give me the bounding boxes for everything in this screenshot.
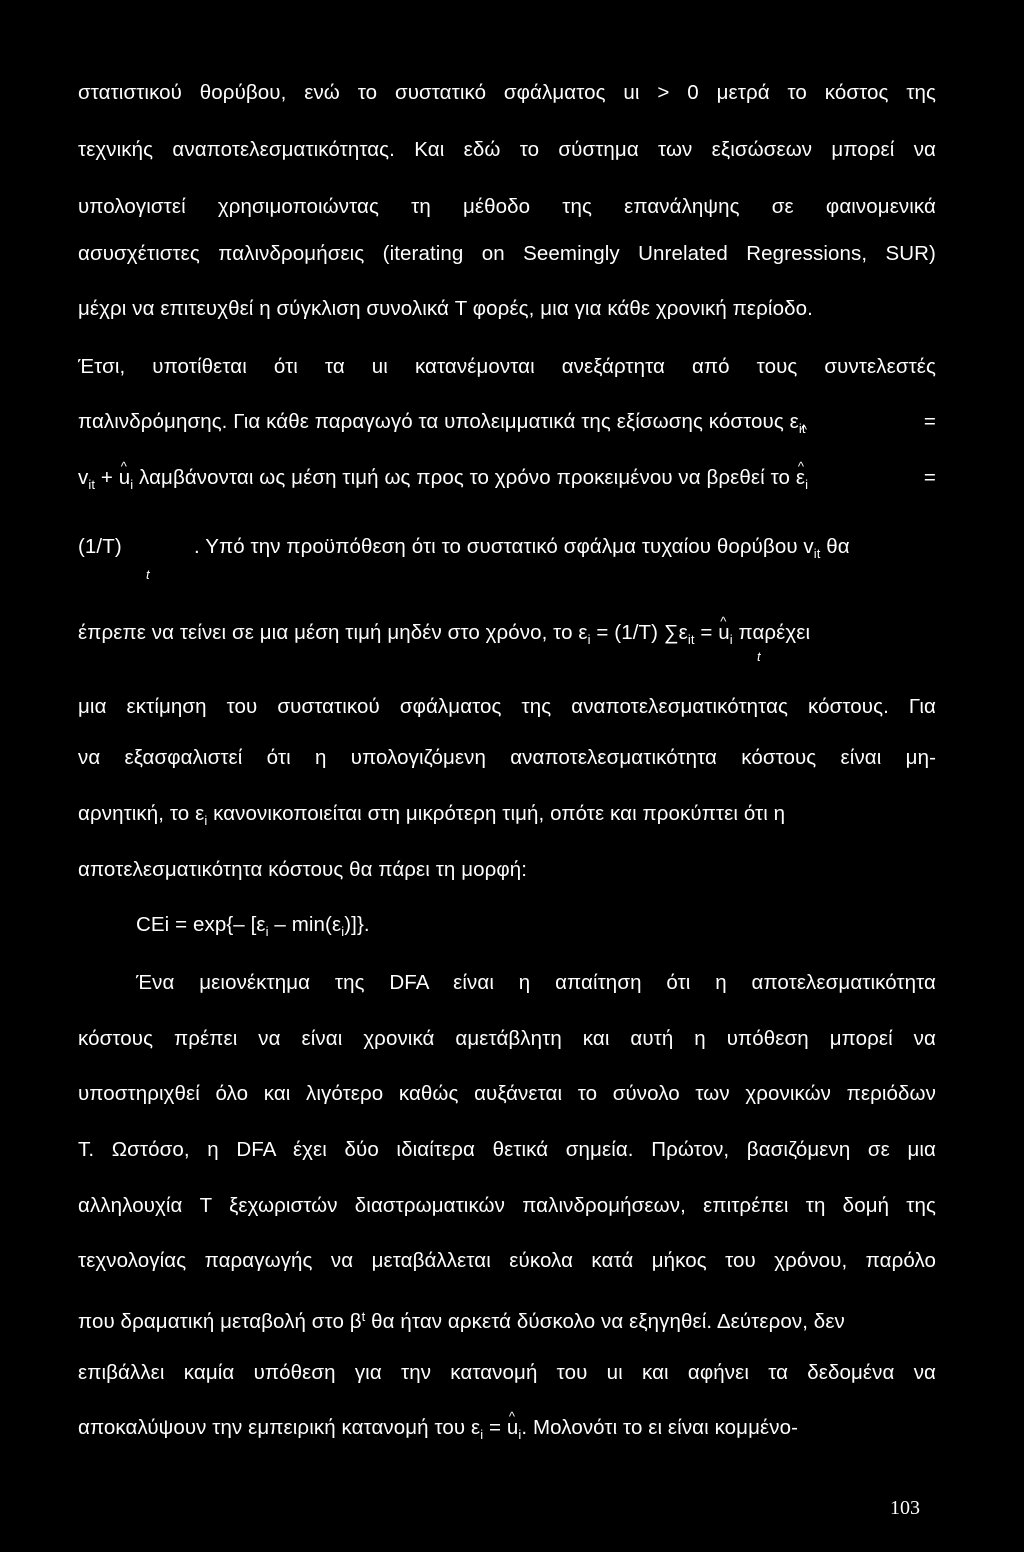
text-fragment: = (483, 1416, 507, 1439)
text-line (78, 534, 936, 582)
approx-sign: = (694, 621, 719, 644)
u-hat-symbol: ^ u (119, 465, 131, 491)
subscript: i (518, 1427, 522, 1442)
text-line: τεχνολογίας παραγωγής να μεταβάλλεται εύκολα κατά μήκος του χρόνου, παρόλο (78, 1249, 936, 1272)
text-fragment: + (95, 466, 119, 489)
u-hat-symbol: ^ u (718, 620, 730, 646)
text-fragment: CEi = exp{– [ε (136, 913, 266, 936)
subscript: i (265, 924, 269, 939)
subscript: i (204, 813, 208, 828)
epsilon-hat-symbol: ε (678, 621, 688, 644)
text-line: υποστηριχθεί όλο και λιγότερο καθώς αυξάνεται το σύνολο των χρονικών περιόδων (78, 1082, 936, 1105)
text-fragment: (1/T) (78, 535, 122, 558)
text-fragment: έπρεπε να τείνει σε μια μέση τιμή μηδέν στο χρόνο, το ε (78, 621, 588, 644)
subscript: it (687, 632, 695, 647)
sum-symbol: ∑ (663, 621, 679, 644)
superscript: t (361, 1309, 366, 1324)
text-fragment: )]}. (344, 913, 370, 936)
page-number: 103 (890, 1497, 920, 1519)
equals-sign: = (923, 466, 936, 489)
epsilon-hat-symbol: ^ ε (796, 465, 805, 491)
text-line: υπολογιστεί χρησιμοποιώντας τη μέθοδο της επανάληψης σε φαινομενικά (78, 195, 936, 218)
text-fragment: αρνητική, το ε (78, 802, 205, 825)
text-fragment: που δραματική μεταβολή στο β (78, 1310, 362, 1333)
subscript: i (729, 632, 733, 647)
text-line: T. Ωστόσο, η DFA έχει δύο ιδιαίτερα θετικά σημεία. Πρώτον, βασιζόμενη σε μια (78, 1138, 936, 1161)
formula-line (136, 912, 936, 945)
subscript: it (88, 477, 96, 492)
text-line: επιβάλλει καμία υπόθεση για την κατανομή του uι και αφήνει τα δεδομένα να (78, 1361, 936, 1384)
text-fragment: v (78, 466, 89, 489)
text-fragment: – min(ε (268, 913, 342, 936)
u-hat-symbol: ^ u (507, 1415, 519, 1441)
text-line: να εξασφαλιστεί ότι η υπολογιζόμενη αναποτελεσματικότητα κόστους είναι μη- (78, 746, 936, 769)
subscript: i (341, 924, 345, 939)
text-line (78, 620, 936, 664)
text-line (78, 1304, 936, 1335)
sum-index: t (757, 649, 761, 664)
text-fragment: παρέχει (732, 621, 811, 644)
subscript: i (130, 477, 134, 492)
text-line: αποτελεσματικότητα κόστους θα πάρει τη μορφή: (78, 858, 528, 881)
text-fragment: = (1/T) (590, 621, 664, 644)
text-line: τεχνικής αναποτελεσματικότητας. Και εδώ το σύστημα των εξισώσεων μπορεί να (78, 138, 936, 161)
text-fragment: παλινδρόμησης. Για κάθε παραγωγό τα υπολειμματικά της εξίσωσης κόστους ε (78, 410, 799, 433)
text-fragment: κανονικοποιείται στη μικρότερη τιμή, οπότε και προκύπτει ότι η (207, 802, 786, 825)
text-fragment: . Υπό την προϋπόθεση ότι το συστατικό σφάλμα τυχαίου θορύβου $v_{it}$ θα (194, 535, 850, 561)
text-fragment: . Μολονότι το ει είναι κομμένο- (521, 1416, 799, 1439)
text-line: $v_{it}$ + ^ $u_i$ λαμβάνονται ως μέση τιμή ως προς το χρόνο προκειμένου να βρεθεί το ^ $\varepsilon_i$ = (78, 465, 936, 498)
equals-sign: = (923, 410, 936, 433)
text-line: κόστους πρέπει να είναι χρονικά αμετάβλητη και αυτή η υπόθεση μπορεί να (78, 1027, 936, 1050)
text-line (78, 801, 936, 834)
text-fragment: λαμβάνονται ως μέση τιμή ως προς το χρόνο προκειμένου να βρεθεί το (133, 466, 796, 489)
text-line: Ένα μειονέκτημα της DFA είναι η απαίτηση ότι η αποτελεσματικότητα (136, 971, 936, 994)
text-line: αλληλουχία T ξεχωριστών διαστρωματικών παλινδρομήσεων, επιτρέπει τη δομή της (78, 1194, 936, 1217)
text-fragment: θα ήταν αρκετά δύσκολο να εξηγηθεί. Δεύτερον, δεν (365, 1310, 845, 1333)
text-fragment: αποκαλύψουν την εμπειρική κατανομή του ε (78, 1416, 481, 1439)
sum-index: t (146, 567, 150, 582)
subscript: i (480, 1427, 484, 1442)
subscript: it (798, 421, 806, 436)
text-line: ασυσχέτιστες παλινδρομήσεις (iterating on Seemingly Unrelated Regressions, SUR) (78, 242, 936, 265)
text-line: στατιστικού θορύβου, ενώ το συστατικό σφάλματος uι > 0 μετρά το κόστος της (78, 81, 936, 104)
text-line: μέχρι να επιτευχθεί η σύγκλιση συνολικά T φορές, μια για κάθε χρονική περίοδο. (78, 297, 813, 320)
text-line (78, 1415, 936, 1448)
text-line: μια εκτίμηση του συστατικού σφάλματος της αναποτελεσματικότητας κόστους. Για (78, 695, 936, 718)
text-line: Έτσι, υποτίθεται ότι τα uι κατανέμονται ανεξάρτητα από τους συντελεστές (78, 355, 936, 378)
text-line (78, 409, 936, 442)
subscript: i (587, 632, 591, 647)
